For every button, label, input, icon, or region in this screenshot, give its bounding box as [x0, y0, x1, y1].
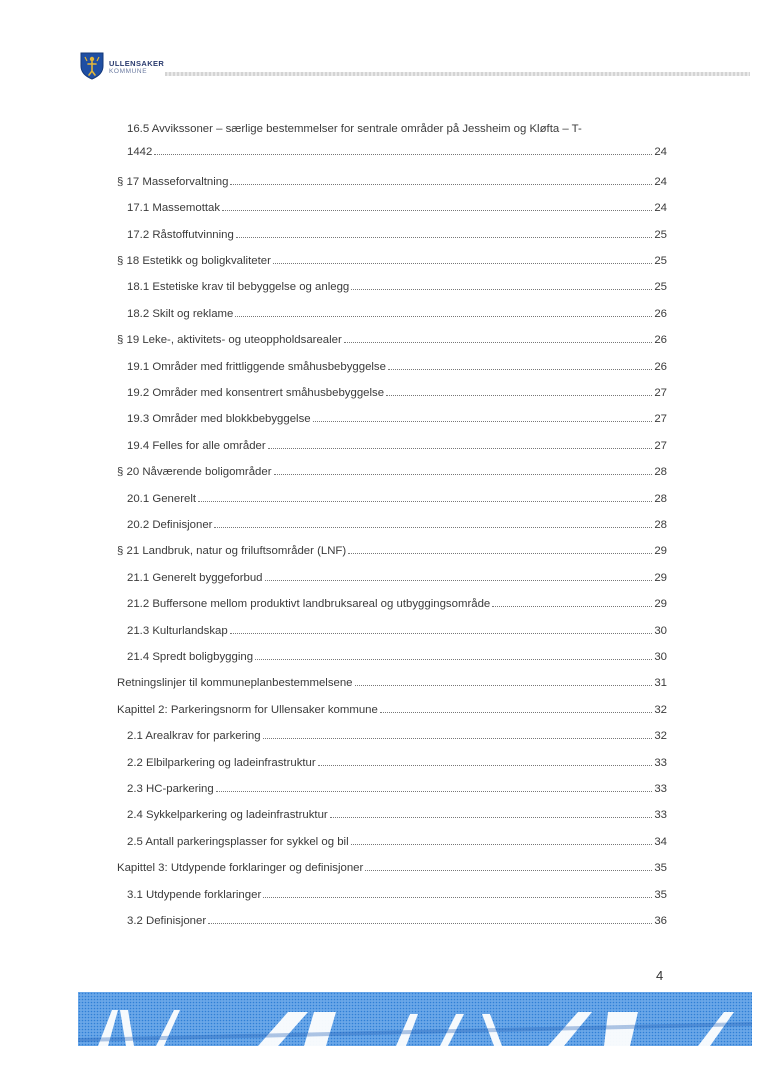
toc-entry-label: 18.1 Estetiske krav til bebyggelse og anlegg — [127, 281, 350, 294]
toc-entry-page: 24 — [654, 146, 667, 158]
toc-entry-page: 24 — [654, 175, 667, 188]
toc-entry-wrapped[interactable] — [127, 123, 667, 158]
toc-entry[interactable] — [117, 704, 667, 716]
toc-entry-page: 27 — [654, 387, 667, 399]
toc-leader-dots — [348, 552, 652, 554]
toc-entry-label-continued: 1442 — [127, 146, 153, 158]
toc-leader-dots — [355, 684, 653, 686]
toc-leader-dots — [344, 341, 653, 343]
toc-entry-label: 21.3 Kulturlandskap — [127, 624, 228, 637]
logo-name: ULLENSAKER — [109, 59, 165, 68]
toc-subentry[interactable] — [127, 757, 667, 769]
toc-entry-page: 35 — [654, 862, 667, 875]
toc-entry[interactable] — [117, 255, 667, 267]
toc-entry-label: 16.5 Avvikssoner – særlige bestemmelser for sentrale områder på Jessheim og Kløfta – T- — [127, 123, 582, 135]
toc-leader-dots — [154, 153, 652, 155]
toc-leader-dots — [268, 447, 653, 449]
page-header — [76, 50, 756, 90]
toc-leader-dots — [313, 420, 653, 422]
toc-leader-dots — [214, 526, 652, 528]
toc-leader-dots — [388, 368, 652, 370]
toc-entry[interactable] — [117, 334, 667, 346]
toc-entry-page: 26 — [654, 360, 667, 373]
toc-subentry[interactable] — [127, 229, 667, 241]
toc-entry[interactable] — [117, 466, 667, 478]
toc-entry-page: 33 — [654, 809, 667, 822]
toc-entry-page: 33 — [654, 783, 667, 795]
toc-entry-label: 19.4 Felles for alle områder — [127, 439, 266, 452]
toc-entry-label: 2.3 HC-parkering — [127, 783, 214, 795]
toc-subentry[interactable] — [127, 519, 667, 531]
toc-entry-page: 26 — [654, 334, 667, 347]
toc-subentry[interactable] — [127, 783, 667, 795]
toc-entry-label: 3.2 Definisjoner — [127, 915, 207, 927]
toc-leader-dots — [263, 737, 653, 739]
toc-subentry[interactable] — [127, 440, 667, 452]
toc-entry[interactable] — [117, 862, 667, 874]
toc-leader-dots — [263, 896, 652, 898]
toc-entry-page: 25 — [654, 255, 667, 267]
toc-subentry[interactable] — [127, 836, 667, 848]
toc-leader-dots — [230, 632, 653, 634]
page-number: 4 — [656, 968, 664, 983]
toc-subentry[interactable] — [127, 651, 667, 663]
toc-leader-dots — [222, 209, 652, 211]
toc-leader-dots — [265, 579, 653, 581]
toc-entry-label: 21.1 Generelt byggeforbud — [127, 571, 263, 584]
toc-leader-dots — [235, 315, 652, 317]
toc-entry-label: 17.2 Råstoffutvinning — [127, 228, 234, 241]
toc-entry-label: Kapittel 3: Utdypende forklaringer og definisjoner — [117, 862, 364, 875]
toc-leader-dots — [318, 764, 653, 766]
toc-subentry[interactable] — [127, 493, 667, 505]
toc-subentry[interactable] — [127, 281, 667, 293]
toc-entry-label: § 20 Nåværende boligområder — [117, 466, 272, 479]
toc-entry-label: 2.2 Elbilparkering og ladeinfrastruktur — [127, 756, 316, 769]
toc-subentry[interactable] — [127, 361, 667, 373]
toc-entry-label: Kapittel 2: Parkeringsnorm for Ullensaker kommune — [117, 703, 378, 716]
toc-entry-page: 29 — [654, 545, 667, 558]
toc-leader-dots — [380, 711, 653, 713]
toc-entry-page: 26 — [654, 307, 667, 320]
toc-entry[interactable] — [117, 545, 667, 557]
toc-subentry[interactable] — [127, 387, 667, 399]
toc-leader-dots — [274, 473, 653, 475]
toc-subentry[interactable] — [127, 625, 667, 637]
toc-entry-page: 28 — [654, 466, 667, 479]
toc-entry-page: 30 — [654, 624, 667, 637]
toc-entry-page: 34 — [654, 835, 667, 848]
toc-entry-label: 3.1 Utdypende forklaringer — [127, 888, 262, 901]
toc-entry-label: 2.4 Sykkelparkering og ladeinfrastruktur — [127, 809, 328, 822]
toc-entry-page: 24 — [654, 202, 667, 215]
toc-leader-dots — [255, 658, 652, 660]
toc-entry-label: § 17 Masseforvaltning — [117, 175, 229, 188]
toc-leader-dots — [351, 843, 653, 845]
toc-leader-dots — [330, 816, 653, 818]
toc-subentry[interactable] — [127, 730, 667, 742]
toc-entry-label: Retningslinjer til kommuneplanbestemmelsene — [117, 677, 353, 690]
toc-entry-page: 33 — [654, 756, 667, 769]
toc-entry-label: 20.2 Definisjoner — [127, 519, 213, 531]
toc-entry-page: 36 — [654, 915, 667, 927]
toc-subentry[interactable] — [127, 413, 667, 425]
toc-entry-label: 18.2 Skilt og reklame — [127, 307, 234, 320]
logo-subtitle: KOMMUNE — [109, 67, 148, 75]
toc-subentry[interactable] — [127, 809, 667, 821]
toc-entry-label: § 19 Leke-, aktivitets- og uteoppholdsarealer — [117, 334, 342, 347]
toc-subentry[interactable] — [127, 598, 667, 610]
toc-entry-label: 21.4 Spredt boligbygging — [127, 651, 254, 663]
toc-entry-page: 25 — [654, 281, 667, 294]
toc-subentry[interactable] — [127, 202, 667, 214]
toc-entry-page: 32 — [654, 730, 667, 743]
toc-entry-page: 32 — [654, 703, 667, 716]
ullensaker-crest-icon — [80, 52, 104, 80]
toc-entry-page: 28 — [654, 519, 667, 531]
toc-entry-page: 35 — [654, 888, 667, 901]
toc-entry-label: 20.1 Generelt — [127, 492, 197, 505]
toc-entry-label: 19.3 Områder med blokkbebyggelse — [127, 413, 311, 426]
toc-entry-label: § 18 Estetikk og boligkvaliteter — [117, 255, 271, 267]
toc-entry-label: 2.5 Antall parkeringsplasser for sykkel og bil — [127, 835, 349, 848]
toc-subentry[interactable] — [127, 308, 667, 320]
toc-entry-page: 29 — [654, 571, 667, 584]
toc-entry-page: 27 — [654, 439, 667, 452]
toc-entry-label: 2.1 Arealkrav for parkering — [127, 730, 261, 743]
toc-entry-page: 28 — [654, 492, 667, 505]
toc-leader-dots — [208, 922, 652, 924]
toc-entry-page: 30 — [654, 651, 667, 663]
toc-entry-label: 17.1 Massemottak — [127, 202, 221, 215]
footer-banner — [78, 992, 752, 1046]
toc-entry-page: 29 — [654, 598, 667, 611]
toc-entry-label: § 21 Landbruk, natur og friluftsområder (LNF) — [117, 545, 347, 558]
toc-leader-dots — [236, 236, 653, 238]
toc-leader-dots — [216, 790, 653, 792]
toc-entry-page: 31 — [654, 677, 667, 690]
logo-text — [109, 60, 164, 75]
toc-leader-dots — [492, 605, 652, 607]
toc-leader-dots — [230, 183, 652, 185]
toc-leader-dots — [351, 288, 652, 290]
toc-subentry[interactable] — [127, 889, 667, 901]
toc-entry-label: 19.1 Områder med frittliggende småhusbebyggelse — [127, 360, 386, 373]
toc-entry-label: 21.2 Buffersone mellom produktivt landbruksareal og utbyggingsområde — [127, 598, 491, 611]
toc-leader-dots — [273, 262, 652, 264]
toc-leader-dots — [365, 869, 652, 871]
toc-subentry[interactable] — [127, 915, 667, 927]
toc-entry[interactable] — [117, 176, 667, 188]
toc-entry-page: 25 — [654, 228, 667, 241]
toc-leader-dots — [386, 394, 652, 396]
toc-entry-page: 27 — [654, 413, 667, 426]
toc-entry[interactable] — [117, 677, 667, 689]
header-rule — [165, 72, 750, 76]
toc-subentry[interactable] — [127, 572, 667, 584]
toc-entry-label: 19.2 Områder med konsentrert småhusbebyggelse — [127, 387, 385, 399]
toc-leader-dots — [198, 500, 652, 502]
